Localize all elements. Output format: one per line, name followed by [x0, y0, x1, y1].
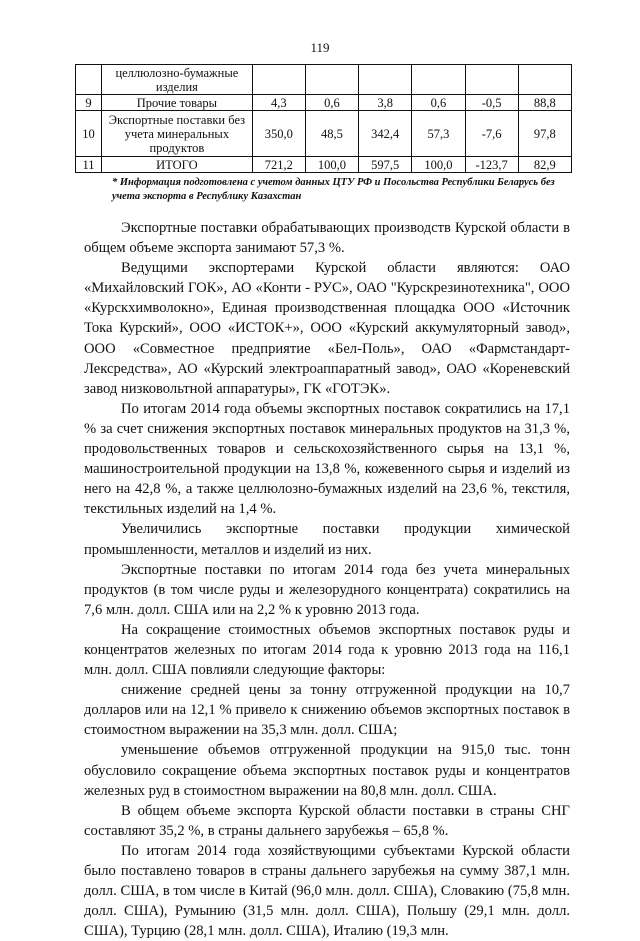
table-cell: 0,6 [305, 95, 358, 111]
paragraph: В общем объеме экспорта Курской области поставки в страны СНГ составляют 35,2 %, в страны дальнего зарубежья – 65,8 %. [84, 802, 570, 839]
paragraph: По итогам 2014 года хозяйствующими субъектами Курской области было поставлено товаров в страны дальнего зарубежья на сумму 387,1 млн. долл. США, в том числе в Китай (96,0 млн. долл. США), Словакию (75,8 млн. долл. США), Румынию (31,5 млн. долл. США), Польшу (29,1 млн. долл. США), Турцию (28,1 млн. долл. США), Италию (19,3 млн. [84, 842, 570, 940]
table-cell: 88,8 [518, 95, 571, 111]
table-cell: 100,0 [412, 157, 465, 173]
table-cell [518, 65, 571, 95]
paragraph: Экспортные поставки обрабатывающих производств Курской области в общем объеме экспорта занимают 57,3 %. [84, 220, 570, 257]
table-cell [359, 65, 412, 95]
row-number: 10 [76, 111, 102, 157]
paragraph: Экспортные поставки по итогам 2014 года без учета минеральных продуктов (в том числе руды и железорудного концентрата) сократились на 7,6 млн. долл. США или на 2,2 % к уровню 2013 года. [84, 561, 570, 618]
table-row [76, 111, 572, 157]
row-name: целлюлозно-бумажные изделия [102, 65, 253, 95]
paragraph: уменьшение объемов отгруженной продукции на 915,0 тыс. тонн обусловило сокращение объема экспортных поставок руды и концентратов железных руд в стоимостном выражении на 80,8 млн. долл. США. [84, 742, 570, 799]
table-cell: 97,8 [518, 111, 571, 157]
row-name: Экспортные поставки без учета минеральных продуктов [102, 111, 253, 157]
paragraph: снижение средней цены за тонну отгруженной продукции на 10,7 долларов или на 12,1 % привело к снижению объемов экспортных поставок в стоимостном выражении на 35,3 млн. долл. США; [84, 682, 570, 739]
table-cell: -123,7 [465, 157, 518, 173]
table-row [76, 95, 572, 111]
table-cell: -7,6 [465, 111, 518, 157]
table-cell: 597,5 [359, 157, 412, 173]
row-name: ИТОГО [102, 157, 253, 173]
table-cell: 3,8 [359, 95, 412, 111]
paragraph: Увеличились экспортные поставки продукции химической промышленности, металлов и изделий из них. [84, 521, 570, 558]
table-cell: 342,4 [359, 111, 412, 157]
row-number [76, 65, 102, 95]
page-number: 119 [310, 40, 330, 55]
table-cell: 100,0 [305, 157, 358, 173]
table-cell: 0,6 [412, 95, 465, 111]
table-cell: 721,2 [252, 157, 305, 173]
table-cell [412, 65, 465, 95]
table-cell: 82,9 [518, 157, 571, 173]
table-cell [465, 65, 518, 95]
table-row [76, 65, 572, 95]
row-number: 9 [76, 95, 102, 111]
paragraph: Ведущими экспортерами Курской области являются: ОАО «Михайловский ГОК», АО «Конти - РУС», ОАО "Курскрезинотехника", ООО «Курскхимволокно», Единая производственная площадка ООО «Источник Тока Курский», ООО «ИСТОК+», ООО «Курский аккумуляторный завод», ООО «Совместное предприятие «Бел-Поль», ОАО «Фармстандарт-Лексредства», АО «Курский электроаппаратный завод», ОАО «Кореневский завод низковольтной аппаратуры», ГК «ГОТЭК». [84, 260, 570, 397]
table-cell: -0,5 [465, 95, 518, 111]
table-row [76, 157, 572, 173]
table-cell: 350,0 [252, 111, 305, 157]
export-table [75, 64, 572, 173]
table-footnote: * Информация подготовлена с учетом данных ЦТУ РФ и Посольства Республики Беларусь без учета экспорта в Республику Казахстан [112, 177, 555, 202]
body-text [84, 218, 570, 941]
table-cell [252, 65, 305, 95]
table-cell: 4,3 [252, 95, 305, 111]
row-number: 11 [76, 157, 102, 173]
row-name: Прочие товары [102, 95, 253, 111]
table-cell [305, 65, 358, 95]
table-cell: 48,5 [305, 111, 358, 157]
table-cell: 57,3 [412, 111, 465, 157]
paragraph: На сокращение стоимостных объемов экспортных поставок руды и концентратов железных по итогам 2014 года к уровню 2013 года на 116,1 млн. долл. США повлияли следующие факторы: [84, 621, 570, 679]
paragraph: По итогам 2014 года объемы экспортных поставок сократились на 17,1 % за счет снижения экспортных поставок минеральных продуктов на 31,3 %, продовольственных товаров и сельскохозяйственного сырья на 13,1 %, машиностроительной продукции на 13,8 %, кожевенного сырья и изделий из него на 42,8 %, а также целлюлозно-бумажных изделий на 23,6 %, текстиля, текстильных изделий на 1,4 %. [84, 400, 570, 518]
